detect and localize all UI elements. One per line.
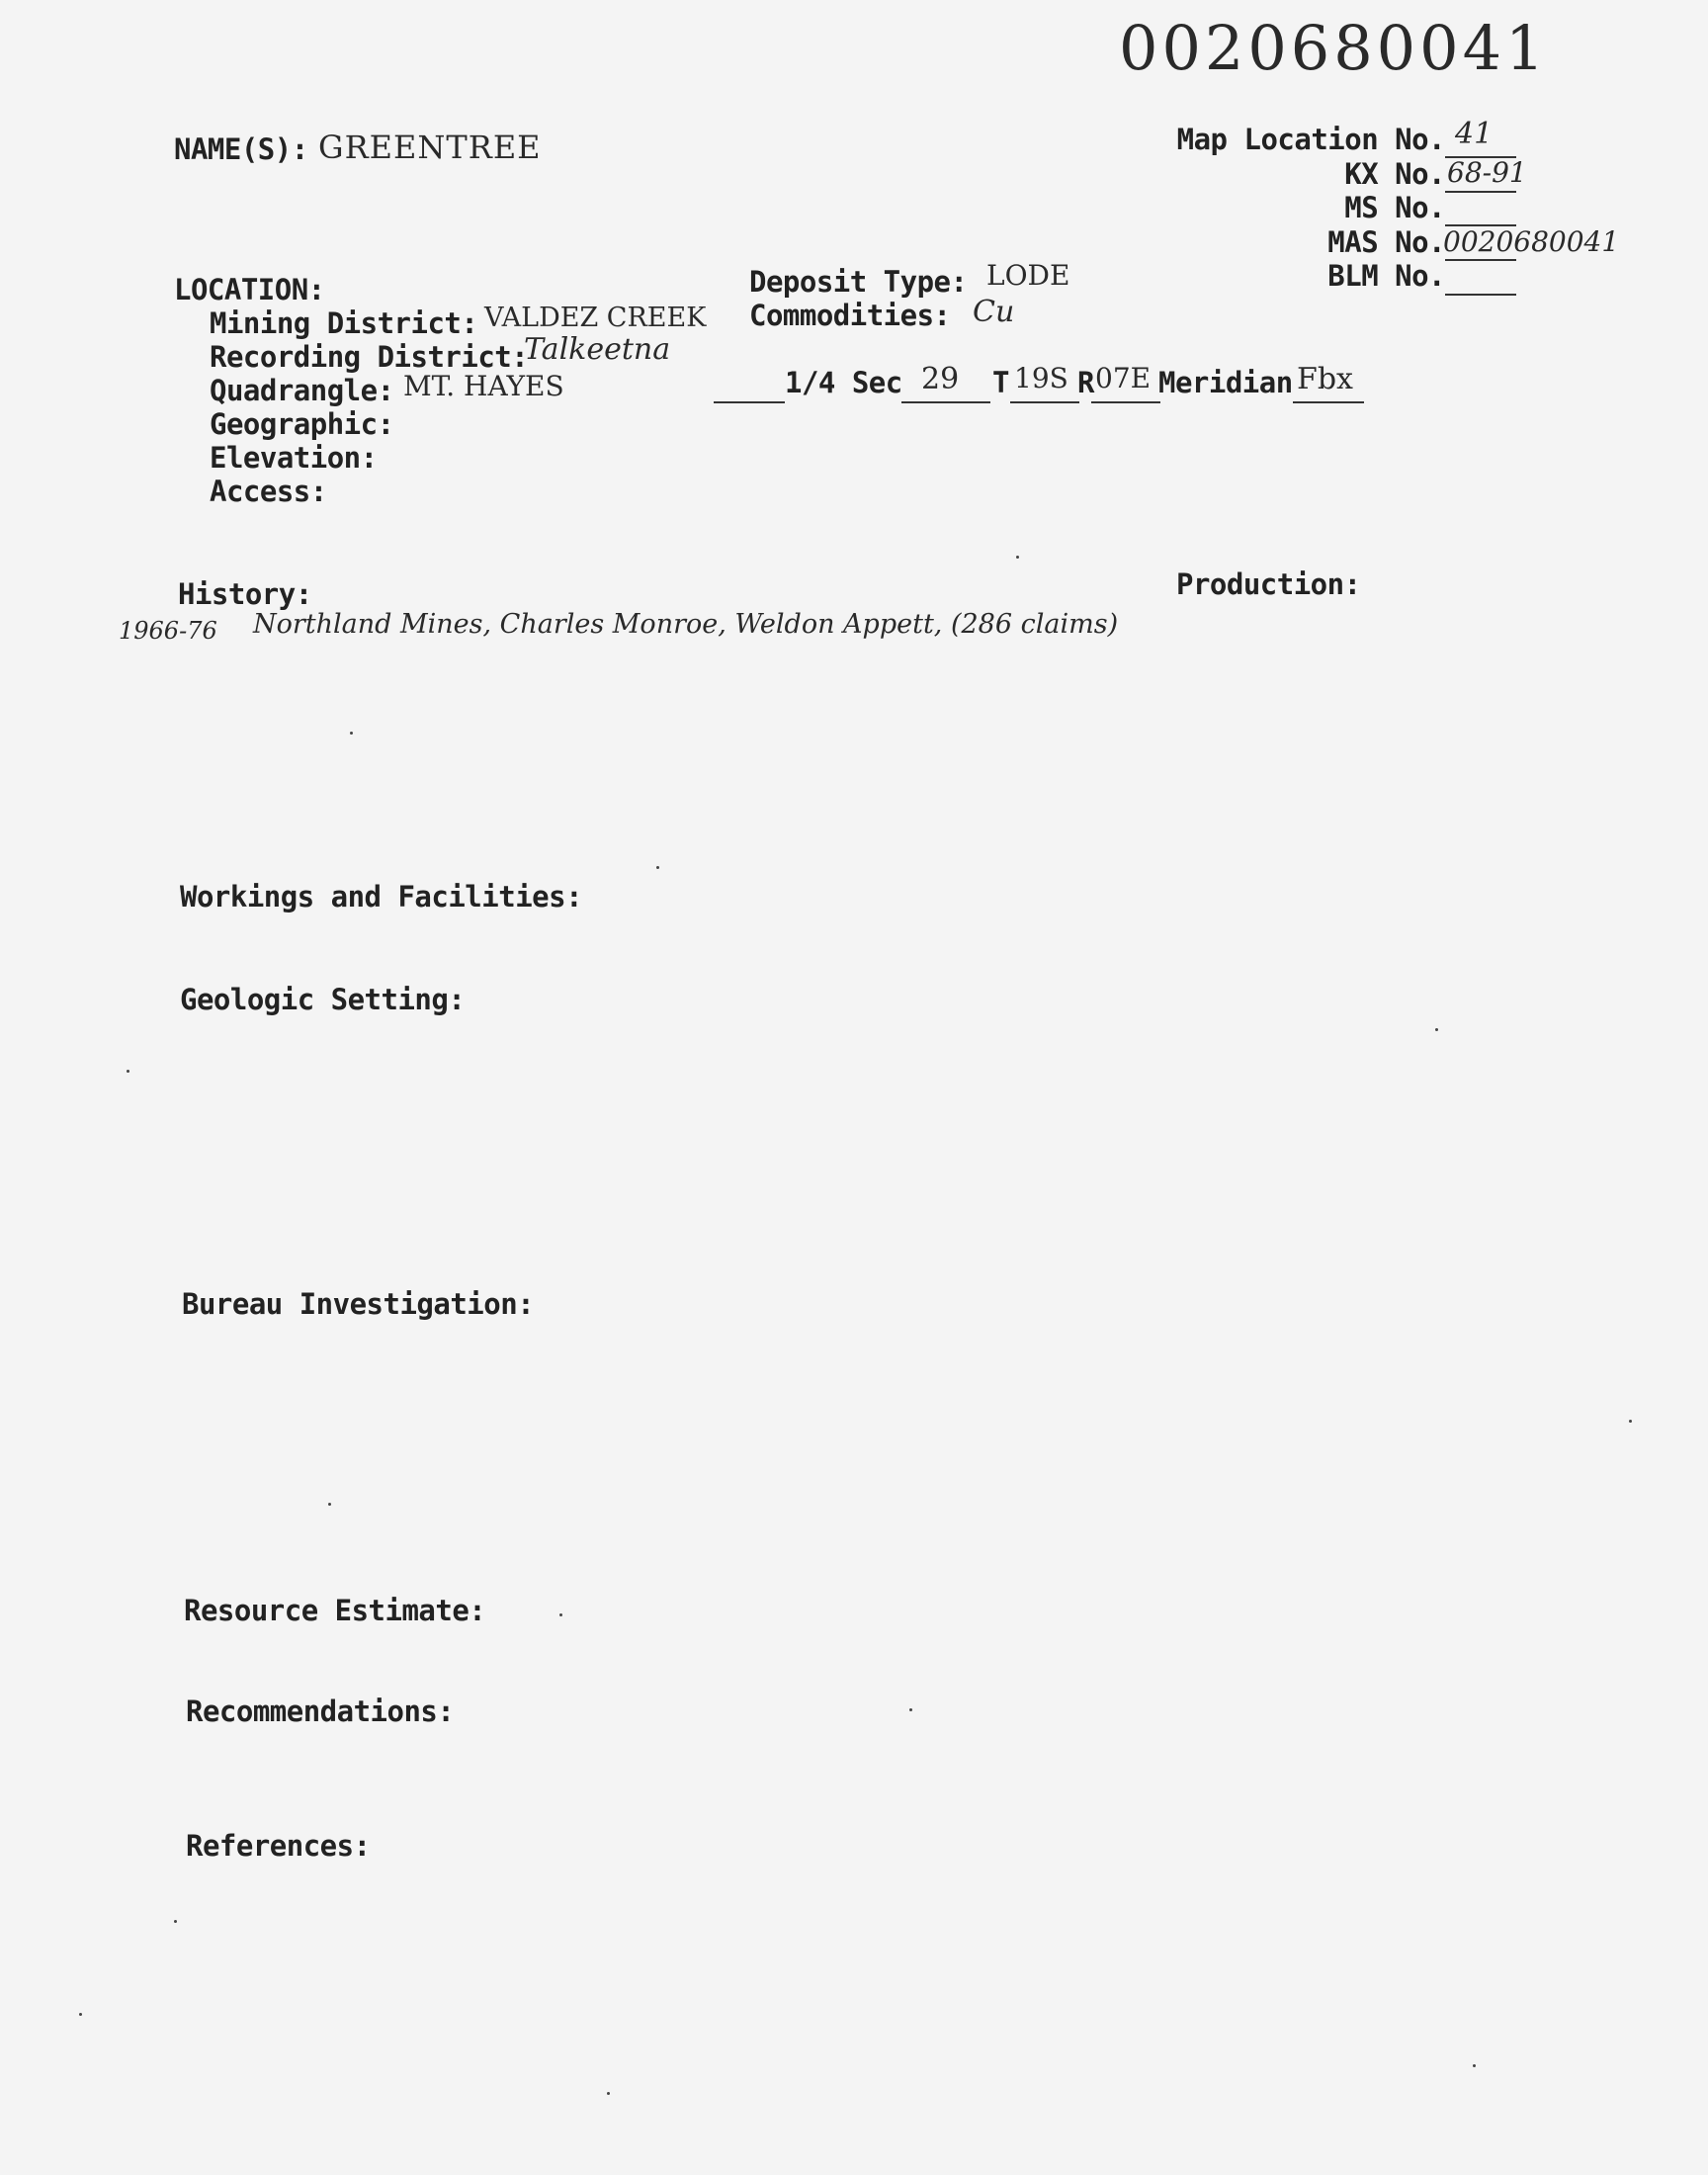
access-label: Access: (210, 475, 327, 508)
scan-speck (1629, 1420, 1632, 1423)
scan-speck (607, 2092, 610, 2095)
name-value: GREENTREE (318, 129, 542, 166)
scan-speck (909, 1708, 912, 1711)
document-id: 0020680041 (1119, 12, 1549, 84)
map-location-value: 41 (1455, 117, 1494, 151)
recommendations-heading: Recommendations: (186, 1695, 455, 1728)
name-label: NAME(S): (174, 132, 308, 166)
ms-label: MS No. (1344, 191, 1445, 224)
quarter-sec-label: 1/4 Sec (785, 366, 902, 399)
workings-heading: Workings and Facilities: (180, 880, 583, 914)
section-underline (901, 401, 990, 403)
history-label: History: (178, 577, 312, 611)
recording-district-label: Recording District: (210, 340, 529, 374)
geologic-heading: Geologic Setting: (180, 983, 466, 1016)
deposit-type-label: Deposit Type: (749, 265, 968, 299)
blm-label: BLM No. (1327, 259, 1445, 293)
range-label: R (1077, 366, 1094, 399)
quadrangle-value: MT. HAYES (403, 370, 564, 402)
section-value: 29 (921, 362, 960, 396)
location-label: LOCATION: (174, 273, 325, 306)
scan-speck (1473, 2064, 1476, 2067)
recording-district-value: Talkeetna (524, 332, 671, 367)
range-value: 07E (1095, 362, 1152, 394)
meridian-label: Meridian (1158, 366, 1293, 399)
elevation-label: Elevation: (210, 441, 378, 475)
kx-underline (1445, 191, 1516, 193)
scan-speck (174, 1920, 177, 1923)
history-entry: Northland Mines, Charles Monroe, Weldon Appett, (286 claims) (253, 609, 1119, 640)
scan-speck (127, 1070, 129, 1073)
quadrangle-label: Quadrangle: (210, 374, 394, 407)
geographic-label: Geographic: (210, 407, 394, 441)
meridian-underline (1293, 401, 1364, 403)
commodities-value: Cu (973, 295, 1015, 329)
map-location-label: Map Location No. (1176, 123, 1445, 156)
mas-underline (1445, 259, 1516, 261)
blm-underline (1445, 294, 1516, 296)
kx-label: KX No. (1344, 157, 1445, 191)
quarter-blank (714, 401, 785, 403)
mas-label: MAS No. (1327, 225, 1445, 259)
scan-speck (79, 2013, 82, 2016)
meridian-value: Fbx (1297, 362, 1353, 396)
commodities-label: Commodities: (749, 299, 951, 332)
township-value: 19S (1014, 362, 1068, 394)
references-heading: References: (186, 1829, 371, 1863)
scan-speck (1435, 1028, 1438, 1031)
mas-value: 0020680041 (1443, 225, 1620, 258)
production-label: Production: (1176, 567, 1361, 601)
scan-speck (1016, 556, 1019, 559)
mining-district-value: VALDEZ CREEK (484, 303, 707, 333)
resource-heading: Resource Estimate: (184, 1594, 486, 1627)
bureau-heading: Bureau Investigation: (182, 1287, 535, 1321)
scan-speck (328, 1503, 331, 1506)
scan-speck (559, 1613, 562, 1616)
deposit-type-value: LODE (986, 259, 1070, 292)
township-underline (1010, 401, 1079, 403)
township-label: T (992, 366, 1009, 399)
range-underline (1091, 401, 1160, 403)
kx-value: 68-91 (1447, 156, 1527, 189)
mining-district-label: Mining District: (210, 306, 478, 340)
scan-speck (656, 866, 659, 869)
history-years: 1966-76 (119, 617, 217, 645)
scan-speck (350, 732, 353, 735)
